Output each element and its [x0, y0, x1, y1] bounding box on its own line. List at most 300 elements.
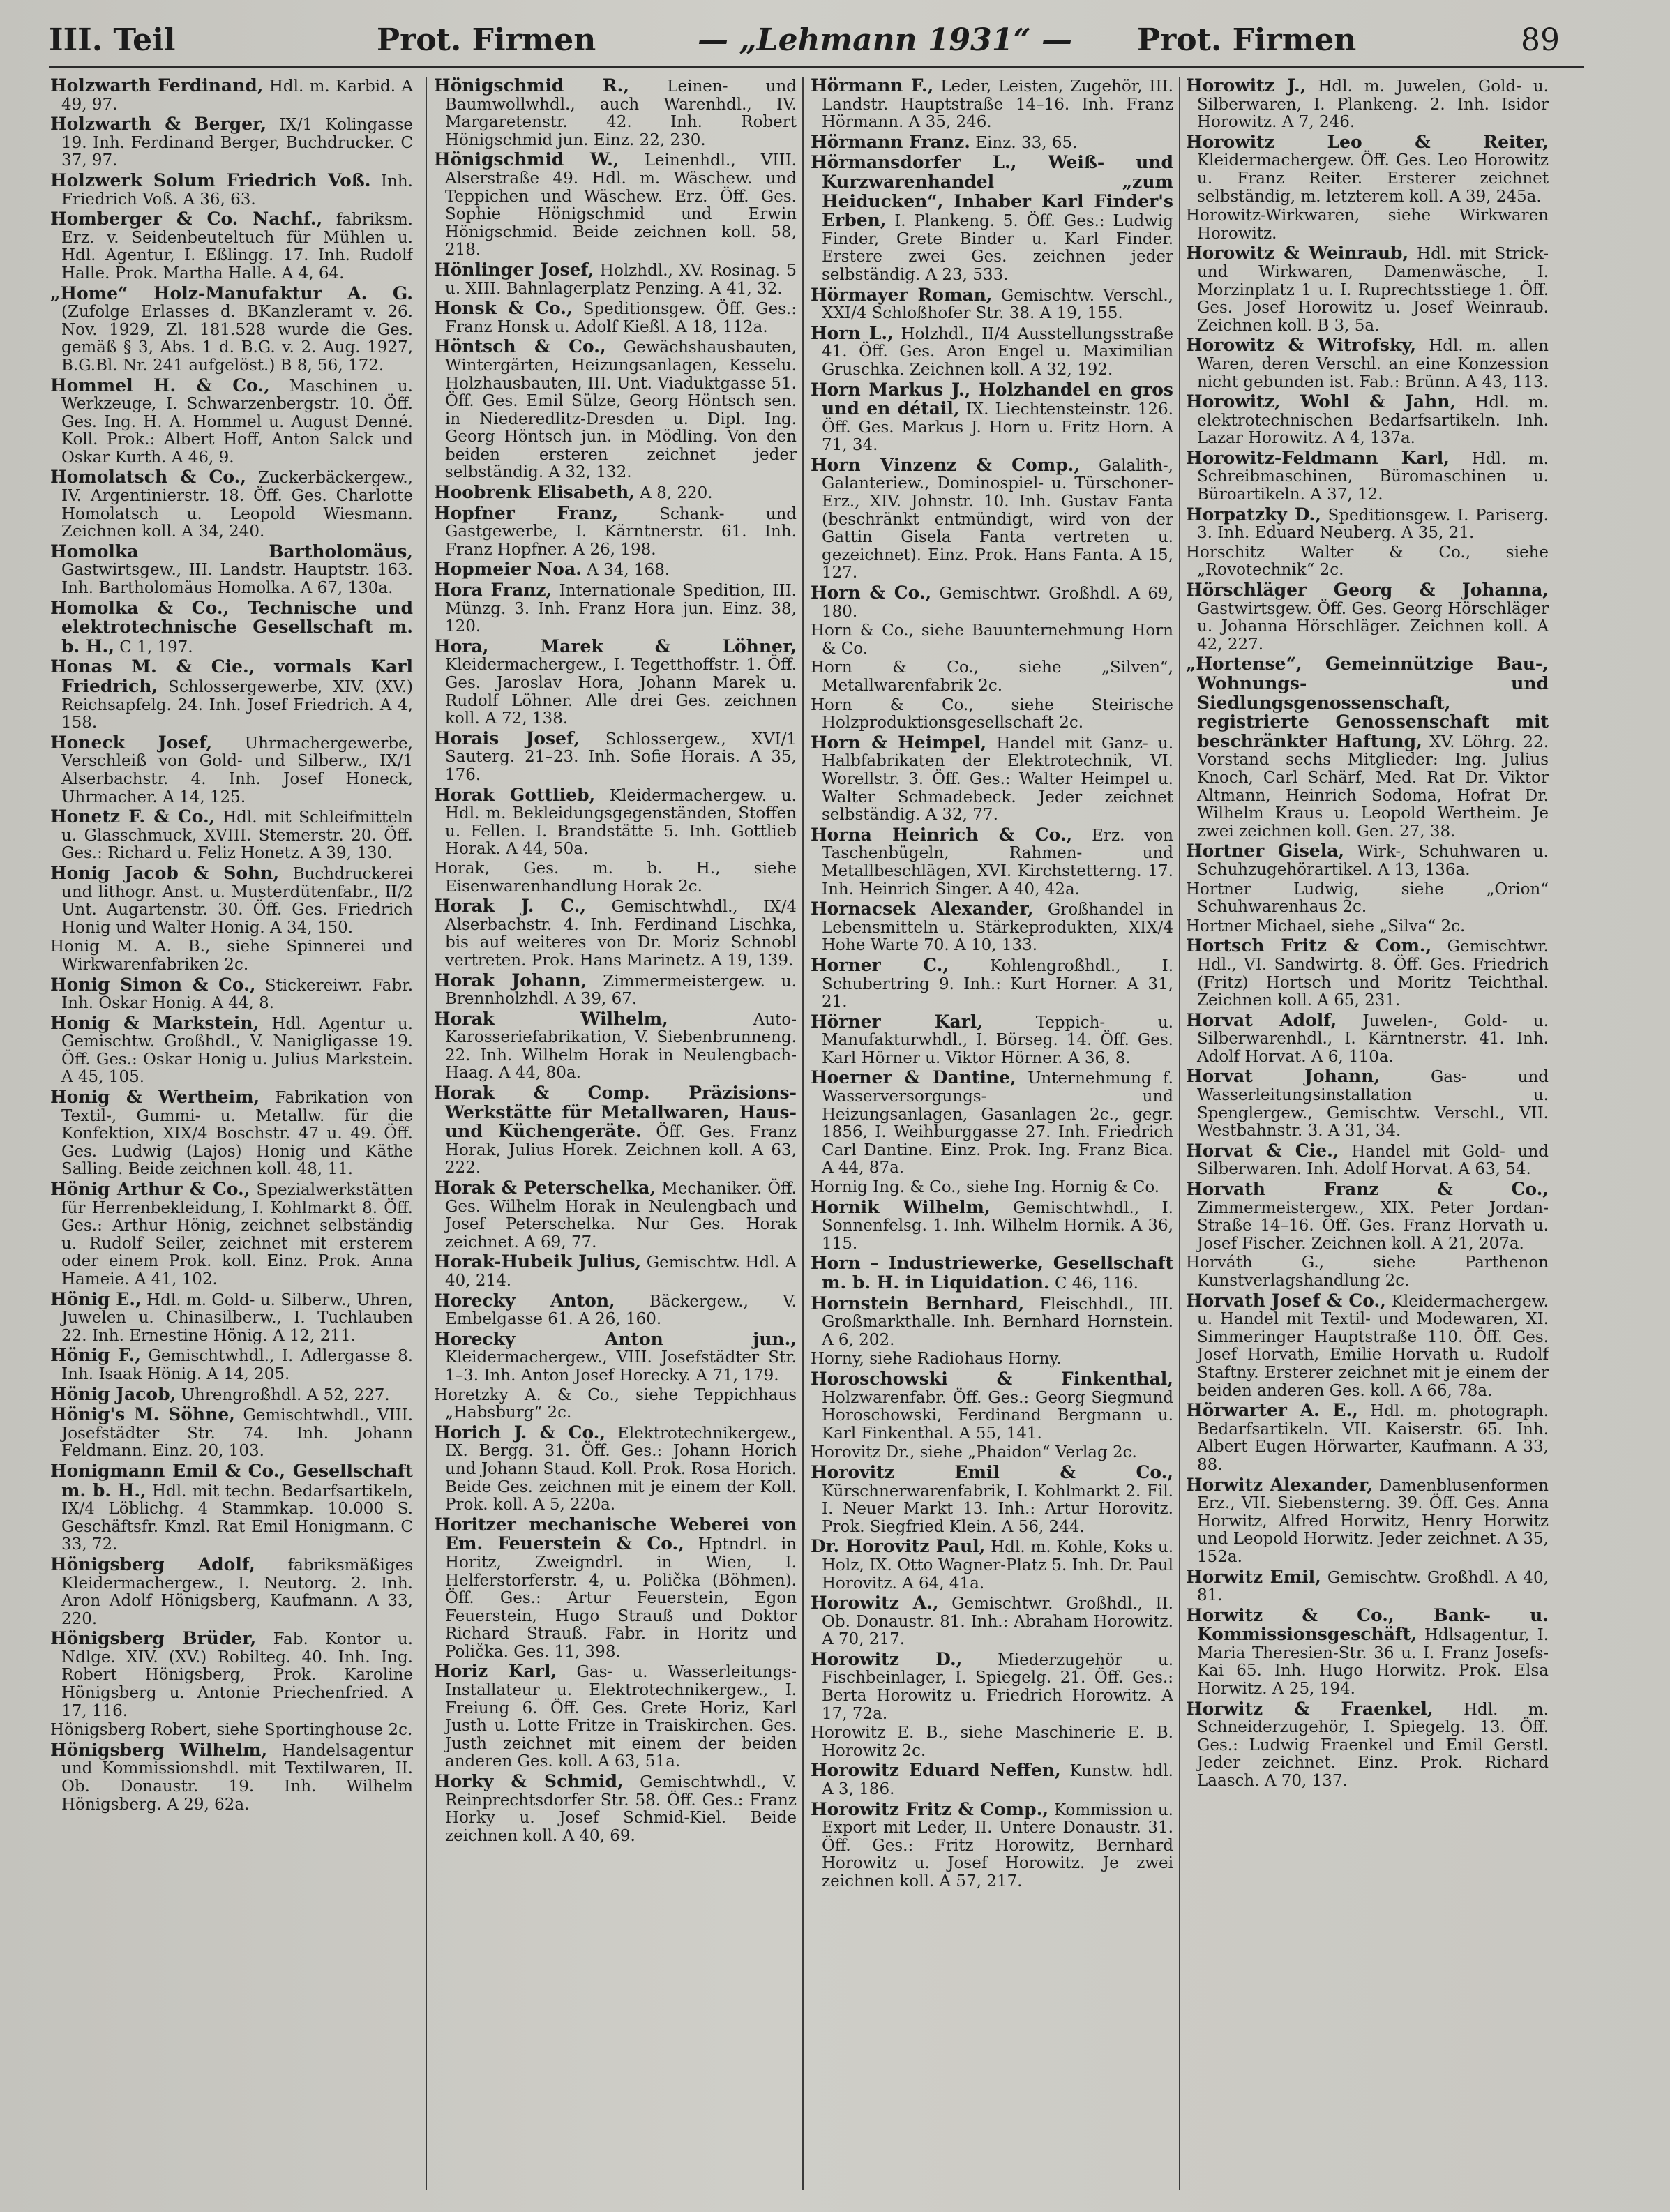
firm-name: Horowitz Leo & Reiter, [1186, 131, 1549, 152]
firm-name: Horky & Schmid, [434, 1771, 624, 1792]
firm-name: Horak & Comp. Präzisions-Werkstätte für Metallwaren, Haus- und Küchengeräte. [434, 1083, 797, 1142]
directory-entry [1186, 336, 1549, 391]
firm-name: Honeck Josef, [50, 732, 213, 753]
directory-entry [434, 338, 797, 482]
firm-name: Hopfner Franz, [434, 502, 619, 523]
entry-details: A 34, 168. [581, 561, 670, 580]
firm-name: „Home“ Holz-Manufaktur A. G. [50, 283, 413, 303]
firm-name: Horna Heinrich & Co., [811, 824, 1073, 845]
directory-entry [811, 826, 1173, 898]
entry-details: Erz. von Taschenbügeln, Rahmen- und Metallbeschlägen, XVI. Kirchstetterng. 17. Inh. Heinrich Singer. A 40, 42a. [822, 826, 1173, 898]
entry-details: Gemischtwr. Hdl., VI. Sandwirtg. 8. Öff. Ges. Friedrich (Fritz) Hortsch und Moritz Teichthal. Zeichnen koll. A 65, 231. [1197, 938, 1549, 1010]
entry-details: Honig M. A. B., siehe Spinnerei und Wirkwarenfabriken 2c. [50, 938, 413, 974]
directory-entry [1186, 133, 1549, 206]
firm-name: Horowitz Fritz & Comp., [811, 1798, 1049, 1819]
column-3 [811, 77, 1173, 2190]
entry-details: Kürschnerwarenfabrik, I. Kohlmarkt 2. Fil. I. Neuer Markt 13. Inh.: Artur Horovitz. Prok. Siegfried Klein. A 56, 244. [822, 1482, 1173, 1536]
firm-name: Horowitz Eduard Neffen, [811, 1760, 1061, 1781]
firm-name: Horiz Karl, [434, 1661, 557, 1682]
directory-entry [1186, 1292, 1549, 1401]
directory-entry [434, 730, 797, 785]
directory-entry [434, 1516, 797, 1662]
directory-entry [811, 1761, 1173, 1798]
entry-details: Horetzky A. & Co., siehe Teppichhaus „Habsburg“ 2c. [434, 1385, 797, 1422]
directory-entry [811, 133, 1173, 153]
directory-entry [434, 860, 797, 896]
directory-entry [1186, 1568, 1549, 1605]
column-divider [802, 77, 804, 2190]
entry-details: Horowitz-Wirkwaren, siehe Wirkwaren Horowitz. [1186, 206, 1549, 243]
entry-details: Fab. Kontor u. Ndlge. XIV. (XV.) Robilteg. 40. Inh. Ing. Robert Hönigsberg, Prok. Karoline Hönigsberg u. Antonie Priechenfried. A 17, 116. [61, 1630, 413, 1720]
directory-entry [811, 153, 1173, 284]
entry-details: Miederzugehör u. Fischbeinlager, I. Spiegelg. 21. Öff. Ges.: Berta Horowitz u. Friedrich Horowitz. A 17, 72a. [822, 1650, 1173, 1723]
firm-name: Horner C., [811, 954, 949, 975]
directory-entry [1186, 1604, 1549, 1699]
directory-entry [50, 1014, 413, 1087]
directory-entry [811, 1013, 1173, 1068]
firm-name: Horvat Johann, [1186, 1066, 1381, 1087]
firm-name: Höntsch & Co., [434, 336, 606, 357]
directory-entry [50, 1722, 413, 1740]
firm-name: Horvath Franz & Co., [1186, 1179, 1549, 1200]
directory-entry [1186, 506, 1549, 543]
entry-details: Handelsagentur und Kommissionshdl. mit Textilwaren, II. Ob. Donaustr. 19. Inh. Wilhelm Hönigsberg. A 29, 62a. [61, 1741, 413, 1814]
page-header [49, 15, 1584, 68]
directory-entry [50, 1180, 413, 1289]
directory-entry [811, 1650, 1173, 1723]
directory-entry [1186, 77, 1549, 132]
firm-name: Hortsch Fritz & Com., [1186, 935, 1432, 956]
directory-entry [811, 900, 1173, 955]
directory-entry [50, 172, 413, 209]
firm-name: Hörmann Franz. [811, 131, 970, 152]
firm-name: Horn Markus J., Holzhandel en gros und en détail, [811, 379, 1173, 419]
directory-entry [434, 261, 797, 298]
entry-details: Kleidermachergew., I. Tegetthoffstr. 1. Öff. Ges. Jaroslav Hora, Johann Marek u. Rudolf Löhner. Alle drei Ges. zeichnen koll. A 72, 138. [445, 656, 797, 728]
entry-details: Hdl. m. Juwelen, Gold- u. Silberwaren, I. Plankeng. 2. Inh. Isidor Horowitz. A 7, 246. [1197, 77, 1549, 132]
directory-entry [50, 377, 413, 467]
firm-name: Honig & Wertheim, [50, 1087, 260, 1108]
directory-entry [811, 324, 1173, 379]
firm-name: Homolka Bartholomäus, [50, 541, 413, 562]
firm-name: „Hortense“, Gemeinnützige Bau-, Wohnungs- und Siedlungsgenossenschaft, registrierte Genossenschaft mit beschränkter Haftung, [1186, 654, 1549, 751]
directory-entry [50, 115, 413, 170]
entry-details: Schlossergew., XVI/1 Sauterg. 21–23. Inh. Sofie Horais. A 35, 176. [445, 730, 797, 784]
directory-entry [811, 622, 1173, 658]
directory-entry [811, 1724, 1173, 1760]
entry-details: Leinen- und Baumwollwhdl., auch Warenhdl., IV. Margaretenstr. 42. Inh. Robert Hönigschmid jun. Einz. 22, 230. [445, 77, 797, 149]
directory-entry [1186, 842, 1549, 879]
entry-details: Hptndrl. in Horitz, Zweigndrl. in Wien, I. Helferstorferstr. 4, u. Polička (Böhmen). Öff. Ges.: Artur Feuerstein, Egon Feuerstein, Hugo Strauß und Doktor Richard Strauß. Fabr. in Horitz und Polička. Ges. 11, 398. [445, 1535, 797, 1661]
firm-name: Horoschowski & Finkenthal, [811, 1368, 1173, 1389]
firm-name: Horecky Anton jun., [434, 1328, 797, 1349]
firm-name: Hönig Jacob, [50, 1383, 176, 1404]
entry-details: Hdl. mit Schleifmitteln u. Glasschmuck, XVIII. Stemerstr. 20. Öff. Ges.: Richard u. Feliz Honetz. A 39, 130. [61, 808, 413, 863]
entry-details: Hdl. mit techn. Bedarfsartikeln, IX/4 Löblichg. 4 Stammkap. 10.000 S. Geschäftsfr. Kmzl. Rat Emil Honigmann. C 33, 72. [61, 1482, 413, 1554]
directory-entry [811, 286, 1173, 323]
entry-details: Gemischtw. Hdl. A 40, 214. [445, 1254, 797, 1290]
column-1 [50, 77, 413, 2190]
firm-name: Hora, Marek & Löhner, [434, 635, 797, 656]
directory-entry [811, 1594, 1173, 1649]
firm-name: Horowitz & Witrofsky, [1186, 335, 1417, 356]
firm-name: Hönigschmid R., [434, 77, 630, 96]
directory-entry [811, 77, 1173, 132]
firm-name: Hörmann F., [811, 77, 934, 96]
directory-entry [434, 1330, 797, 1385]
firm-name: Horak & Peterschelka, [434, 1178, 656, 1198]
directory-entry [434, 560, 797, 580]
directory-entry [434, 483, 797, 503]
directory-entry [434, 1773, 797, 1845]
firm-name: Horowitz & Weinraub, [1186, 243, 1409, 264]
entry-details: fabriksmäßiges Kleidermachergew., I. Neutorg. 2. Inh. Aron Adolf Hönigsberg, Kaufmann. A 33, 220. [61, 1556, 413, 1628]
directory-entry [1186, 1700, 1549, 1791]
firm-name: Hönigschmid W., [434, 149, 619, 170]
entry-details: Horváth G., siehe Parthenon Kunstverlagshandlung 2c. [1186, 1254, 1549, 1290]
entry-details: Uhrengroßhdl. A 52, 227. [176, 1385, 390, 1404]
directory-entry [1186, 1476, 1549, 1567]
directory-entry [434, 1387, 797, 1422]
entry-details: Hdl. m. allen Waren, deren Verschl. an eine Konzession nicht gebunden ist. Fab.: Brünn. A 43, 113. [1197, 337, 1549, 391]
directory-entry [50, 1346, 413, 1383]
firm-name: Honas M. & Cie., vormals Karl Friedrich, [50, 656, 413, 696]
directory-entry [1186, 393, 1549, 448]
firm-name: Honig Simon & Co., [50, 974, 256, 995]
firm-name: Hönigsberg Adolf, [50, 1553, 255, 1574]
entry-details: Inh. Friedrich Voß. A 36, 63. [61, 172, 413, 209]
entry-details: C 46, 116. [1049, 1274, 1138, 1293]
firm-name: Holzwerk Solum Friedrich Voß. [50, 170, 371, 190]
entry-details: Horak, Ges. m. b. H., siehe Eisenwarenhandlung Horak 2c. [434, 859, 797, 896]
entry-details: Kunstw. hdl. A 3, 186. [822, 1762, 1173, 1799]
firm-name: Hönigsberg Brüder, [50, 1628, 257, 1649]
firm-name: Homberger & Co. Nachf., [50, 209, 323, 230]
entry-details: Gemischtwhdl., VIII. Josefstädter Str. 74. Inh. Johann Feldmann. Einz. 20, 103. [61, 1406, 413, 1461]
entry-details: Wirk-, Schuhwaren u. Schuhzugehörartikel. A 13, 136a. [1197, 843, 1549, 879]
firm-name: Hornstein Bernhard, [811, 1293, 1025, 1314]
firm-name: Horowitz, Wohl & Jahn, [1186, 391, 1457, 412]
directory-entry [811, 1800, 1173, 1891]
section-label: III. Teil [49, 22, 176, 58]
firm-name: Hönlinger Josef, [434, 259, 594, 280]
directory-entry [811, 381, 1173, 455]
firm-name: Hommel H. & Co., [50, 375, 270, 396]
directory-entry [434, 1424, 797, 1514]
entry-details: XV. Löhrg. 22. Vorstand sechs Mitglieder: Ing. Julius Knoch, Carl Schärf, Med. Rat Dr. Viktor Altmann, Heinrich Sodoma, Hofrat Dr. Wilhelm Kraus u. Leopold Wertheim. Je zwei zeichnen koll. Gen. 27, 38. [1197, 732, 1549, 841]
firm-name: Horvat Adolf, [1186, 1009, 1337, 1030]
entry-details: Fabrikation von Textil-, Gummi- u. Metallw. für die Konfektion, XIX/4 Boschstr. 47 u. 49. Öff. Ges. Ludwig (Lajos) Honig und Käthe Salling. Beide zeichnen koll. 48, 11. [61, 1089, 413, 1179]
directory-entry [50, 1462, 413, 1554]
firm-name: Horwitz Alexander, [1186, 1474, 1374, 1495]
entry-details: (Zufolge Erlasses d. BKanzleramt v. 26. Nov. 1929, Zl. 181.528 wurde die Ges. gemäß § 3, Abs. 1 d. B.G. v. 2. Aug. 1927, B.G.Bl. Nr. 241 aufgelöst.) B 8, 56, 172. [61, 303, 413, 375]
firm-name: Hönig E., [50, 1288, 142, 1309]
directory-entry [50, 543, 413, 598]
column-4 [1186, 77, 1549, 2190]
directory-entry [50, 734, 413, 806]
entry-details: Maschinen u. Werkzeuge, I. Schwarzenbergstr. 10. Öff. Ges. Ing. H. A. Hommel u. August Denné. Koll. Prok.: Albert Hoff, Anton Salck und Oskar Kurth. A 46, 9. [61, 377, 413, 467]
directory-entry [434, 1662, 797, 1771]
entry-details: Hdlsagentur, I. Maria Theresien-Str. 36 u. I. Franz Josefs-Kai 65. Inh. Hugo Horwitz. Prok. Elsa Horwitz. A 25, 194. [1197, 1626, 1549, 1699]
directory-entry [1186, 1067, 1549, 1140]
firm-name: Horak Johann, [434, 970, 587, 991]
header-left-title: Prot. Firmen [377, 22, 596, 58]
directory-entry [1186, 1142, 1549, 1179]
entry-details: Stickereiwr. Fabr. Inh. Oskar Honig. A 44, 8. [61, 976, 413, 1013]
header-center-title: — „Lehmann 1931“ — [698, 22, 1073, 58]
firm-name: Holzwarth & Berger, [50, 114, 267, 135]
directory-entry [434, 151, 797, 259]
entry-details: Uhrmachergewerbe, Verschleiß von Gold- und Silberw., IX/1 Alserbachstr. 4. Inh. Josef Honeck, Uhrmacher. A 14, 125. [61, 734, 413, 806]
entry-details: Galalith-, Galanteriew., Dominospiel- u. Türschoner-Erz., XIV. Johnstr. 10. Inh. Gustav Fanta (beschränkt entmündigt, wird von der Gattin Gisela Fanta vertreten u. gezeichnet). Einz. Prok. Hans Fanta. A 15, 127. [822, 456, 1173, 582]
entry-details: Damenblusenformen Erz., VII. Siebensterng. 39. Öff. Ges. Anna Horwitz, Alfred Horwitz, Henry Horwitz und Leopold Horwitz. Jeder zeichnet. A 35, 152a. [1197, 1476, 1549, 1566]
directory-entry [50, 599, 413, 657]
directory-entry [434, 972, 797, 1009]
directory-entry [1186, 207, 1549, 243]
entry-details: Holzhdl., XV. Rosinag. 5 u. XIII. Bahnlagerplatz Penzing. A 41, 32. [445, 261, 797, 298]
directory-entry [434, 786, 797, 859]
directory-entry [434, 1179, 797, 1251]
entry-details: Gewächshausbauten, Wintergärten, Heizungsanlagen, Kesselu. Holzhausbauten, III. Unt. Viaduktgasse 51. Öff. Ges. Emil Sülze, Georg Höntsch sen. in Niederedlitz-Dresden u. Dipl. Ing. Georg Höntsch jun. in Mödling. Von den beiden ersteren zeichnet jeder selbständig. A 32, 132. [445, 338, 797, 482]
firm-name: Hörschläger Georg & Johanna, [1186, 580, 1549, 601]
entry-details: Leder, Leisten, Zugehör, III. Landstr. Hauptstraße 14–16. Inh. Franz Hörmann. A 35, 246. [822, 77, 1173, 132]
entry-details: Zimmermeistergew., XIX. Peter Jordan-Straße 14–16. Öff. Ges. Franz Horvath u. Josef Fischer. Zeichnen koll. A 21, 207a. [1197, 1198, 1549, 1253]
entry-details: Handel mit Ganz- u. Halbfabrikaten der Elektrotechnik, VI. Worellstr. 3. Öff. Ges.: Walter Heimpel u. Walter Schmadebeck. Jeder zeichnet selbständig. A 32, 77. [822, 734, 1173, 825]
entry-details: Holzwarenfabr. Öff. Ges.: Georg Siegmund Horoschowski, Ferdinand Bergmann u. Karl Finkenthal. A 55, 141. [822, 1388, 1173, 1443]
firm-name: Horn – Industriewerke, Gesellschaft m. b. H. in Liquidation. [811, 1253, 1173, 1293]
firm-name: Hörwarter A. E., [1186, 1400, 1358, 1421]
firm-name: Horecky Anton, [434, 1290, 615, 1311]
directory-entry [1186, 544, 1549, 580]
entry-details: Horovitz Dr., siehe „Phaidon“ Verlag 2c. [811, 1443, 1137, 1462]
entry-details: Gastwirtsgew. Öff. Ges. Georg Hörschläger u. Johanna Hörschläger. Zeichnen koll. A 42, 227. [1197, 599, 1549, 654]
entry-details: Speditionsgew. I. Pariserg. 3. Inh. Eduard Neuberg. A 35, 21. [1197, 506, 1549, 543]
firm-name: Honig Jacob & Sohn, [50, 862, 280, 883]
directory-entry [434, 504, 797, 559]
firm-name: Horais Josef, [434, 728, 580, 748]
firm-name: Horowitz A., [811, 1593, 939, 1613]
column-divider [426, 77, 427, 2190]
directory-entry [1186, 244, 1549, 335]
entry-details: Hortner Ludwig, siehe „Orion“ Schuhwarenhaus 2c. [1186, 880, 1549, 917]
directory-entry [50, 808, 413, 863]
directory-entry [50, 1406, 413, 1461]
firm-name: Hoerner & Dantine, [811, 1067, 1016, 1088]
firm-name: Horak Gottlieb, [434, 784, 596, 805]
entry-details: Gas- und Wasserleitungsinstallation u. Spenglergew., Gemischtw. Verschl., VII. Westbahnstr. 3. A 31, 34. [1197, 1068, 1549, 1141]
firm-name: Hora Franz, [434, 580, 552, 601]
entry-details: Hdl. Agentur u. Gemischtw. Großhdl., V. Nanigligasse 19. Öff. Ges.: Oskar Honig u. Julius Markstein. A 45, 105. [61, 1014, 413, 1087]
firm-name: Horn L., [811, 322, 894, 343]
directory-entry [50, 1553, 413, 1628]
directory-entry [811, 584, 1173, 621]
entry-details: Schlossergewerbe, XIV. (XV.) Reichsapfelg. 24. Inh. Josef Friedrich. A 4, 158. [61, 678, 413, 732]
entry-details: Hönigsberg Robert, siehe Sportinghouse 2c. [50, 1721, 413, 1740]
directory-entry [1186, 581, 1549, 654]
directory-entry [1186, 1180, 1549, 1253]
entry-details: Hdl. m. elektrotechnischen Bedarfsartikeln. Inh. Lazar Horowitz. A 4, 137a. [1197, 393, 1549, 448]
entry-details: Bäckergew., V. Embelgasse 61. A 26, 160. [445, 1292, 797, 1329]
firm-name: Horn & Heimpel, [811, 732, 987, 753]
entry-details: Horschitz Walter & Co., siehe „Rovotechnik“ 2c. [1186, 543, 1549, 580]
firm-name: Horak J. C., [434, 896, 587, 917]
firm-name: Holzwarth Ferdinand, [50, 77, 264, 96]
entry-details: Gemischtw. Großhdl. A 40, 81. [1197, 1568, 1549, 1605]
entry-details: Gemischtwhdl., V. Reinprechtsdorfer Str. 58. Öff. Ges.: Franz Horky u. Josef Schmid-Kiel. Beide zeichnen koll. A 40, 69. [445, 1773, 797, 1845]
directory-entry [811, 697, 1173, 732]
entry-details: Juwelen-, Gold- u. Silberwarenhdl., I. Kärntnerstr. 41. Inh. Adolf Horvat. A 6, 110a. [1197, 1011, 1549, 1066]
entry-details: Horn & Co., siehe „Silven“, Metallwarenfabrik 2c. [811, 659, 1173, 695]
directory-entry [434, 1292, 797, 1329]
entry-details: Auto-Karosseriefabrikation, V. Siebenbrunneng. 22. Inh. Wilhelm Horak in Neulengbach-Haag. A 44, 80a. [445, 1010, 797, 1083]
entry-details: Teppich- u. Manufakturwhdl., I. Börseg. 14. Öff. Ges. Karl Hörner u. Viktor Hörner. A 36, 8. [822, 1013, 1173, 1067]
directory-entry [50, 658, 413, 732]
entry-details: Gastwirtsgew., III. Landstr. Hauptstr. 163. Inh. Bartholomäus Homolka. A 67, 130a. [61, 561, 413, 598]
entry-details: Zimmermeistergew. u. Brennholzhdl. A 39, 67. [445, 972, 797, 1009]
firm-name: Horwitz & Fraenkel, [1186, 1698, 1434, 1719]
entry-details: Großhandel in Lebensmitteln u. Stärkeprodukten, XIX/4 Hohe Warte 70. A 10, 133. [822, 901, 1173, 955]
entry-details: Gemischtwhdl., I. Adlergasse 8. Inh. Isaak Hönig. A 14, 205. [61, 1347, 413, 1383]
firm-name: Horich J. & Co., [434, 1422, 606, 1443]
entry-details: Horn & Co., siehe Steirische Holzproduktionsgesellschaft 2c. [811, 695, 1173, 732]
directory-entry [50, 1288, 413, 1346]
firm-name: Hopmeier Noa. [434, 559, 582, 580]
entry-details: Elektrotechnikergew., IX. Bergg. 31. Öff. Ges.: Johann Horich und Johann Staud. Koll. Prok. Rosa Horich. Beide Ges. zeichnen mit je einem der Koll. Prok. koll. A 5, 220a. [445, 1424, 797, 1514]
entry-details: Gemischtwhdl., I. Sonnenfelsg. 1. Inh. Wilhelm Hornik. A 36, 115. [822, 1198, 1173, 1253]
page-number: 89 [1521, 22, 1560, 58]
firm-name: Horak Wilhelm, [434, 1008, 668, 1029]
entry-details: Kleidermachergew. u. Hdl. m. Bekleidungsgegenständen, Stoffen u. Fellen. I. Brandstätte 5. Inh. Gottlieb Horak. A 44, 50a. [445, 786, 797, 859]
entry-details: Einz. 33, 65. [970, 133, 1078, 152]
firm-name: Homolka & Co., Technische und elektrotechnische Gesellschaft m. b. H., [50, 597, 413, 656]
firm-name: Horvat & Cie., [1186, 1140, 1339, 1161]
firm-name: Hönig's M. Söhne, [50, 1404, 235, 1425]
directory-entry [1186, 881, 1549, 917]
directory-entry [434, 1253, 797, 1290]
firm-name: Homolatsch & Co., [50, 467, 247, 488]
entry-details: Gemischtwhdl., IX/4 Alserbachstr. 4. Inh. Ferdinand Lischka, bis auf weiteres von Dr. Moriz Schnobl vertreten. Prok. Hans Marinetz. A 19, 139. [445, 898, 797, 970]
firm-name: Honigmann Emil & Co., Gesellschaft m. b. H., [50, 1460, 413, 1500]
entry-details: C 1, 197. [114, 638, 193, 656]
column-divider [1179, 77, 1180, 2190]
directory-entry [1186, 1011, 1549, 1067]
directory-entry [434, 635, 797, 728]
firm-name: Horitzer mechanische Weberei von Em. Feuerstein & Co., [434, 1514, 797, 1554]
directory-entry [50, 77, 413, 114]
directory-entry [811, 1444, 1173, 1462]
directory-entry [1186, 1254, 1549, 1290]
directory-entry [1186, 918, 1549, 936]
firm-name: Horovitz Emil & Co., [811, 1461, 1173, 1482]
firm-name: Horowitz-Feldmann Karl, [1186, 447, 1450, 468]
entry-details: Gemischtwr. Großhdl. A 69, 180. [822, 585, 1173, 621]
directory-entry [50, 938, 413, 974]
entry-details: Kleidermachergew., VIII. Josefstädter Str. 1–3. Inh. Anton Josef Horecky. A 71, 179. [445, 1348, 797, 1385]
firm-name: Hornik Wilhelm, [811, 1196, 991, 1217]
entry-details: Hdl. m. Schreibmaschinen, Büromaschinen u. Büroartikeln. A 37, 12. [1197, 449, 1549, 504]
firm-name: Horowitz J., [1186, 77, 1307, 96]
entry-details: Schank- und Gastgewerbe, I. Kärntnerstr. 61. Inh. Franz Hopfner. A 26, 198. [445, 504, 797, 559]
entry-details: Kleidermachergew. u. Handel mit Textil- und Modewaren, XI. Simmeringer Hauptstraße 110. Öff. Ges. Josef Horvath, Emilie Horvath u. Rudolf Staftny. Ersterer zeichnet mit je einem der beiden anderen Ges. koll. A 66, 78a. [1197, 1292, 1549, 1400]
directory-entry [811, 1370, 1173, 1443]
entry-details: Kohlengroßhdl., I. Schubertring 9. Inh.: Kurt Horner. A 31, 21. [822, 956, 1173, 1011]
entry-details: fabriksm. Erz. v. Seidenbeuteltuch für Mühlen u. Hdl. Agentur, I. Eßlingg. 17. Inh. Rudolf Halle. Prok. Martha Halle. A 4, 64. [61, 211, 413, 283]
firm-name: Horowitz D., [811, 1648, 963, 1669]
firm-name: Hönig F., [50, 1345, 141, 1366]
directory-entry [1186, 655, 1549, 841]
firm-name: Hörmansdorfer L., Weiß- und Kurzwarenhandel „zum Heiducken“, Inhaber Karl Finder's Erben, [811, 152, 1173, 231]
firm-name: Hörner Karl, [811, 1011, 984, 1032]
firm-name: Honetz F. & Co., [50, 806, 216, 827]
directory-entry [50, 1741, 413, 1814]
directory-entry [811, 456, 1173, 582]
entry-details: A 8, 220. [634, 484, 713, 503]
directory-entry [1186, 937, 1549, 1009]
firm-name: Horpatzky D., [1186, 504, 1321, 525]
directory-entry [811, 659, 1173, 695]
entry-details: Fleischhdl., III. Großmarkthalle. Inh. Bernhard Hornstein. A 6, 202. [822, 1295, 1173, 1349]
entry-details: Internationale Spedition, III. Münzg. 3. Inh. Franz Hora jun. Einz. 38, 120. [445, 582, 797, 636]
directory-entry [50, 468, 413, 541]
column-2 [434, 77, 797, 2190]
entry-details: Hdl. m. Karbid. A 49, 97. [61, 77, 413, 114]
firm-name: Dr. Horovitz Paul, [811, 1536, 986, 1557]
header-right-title: Prot. Firmen [1137, 22, 1357, 58]
firm-name: Horvath Josef & Co., [1186, 1290, 1386, 1311]
directory-entry [434, 897, 797, 970]
directory-entry [434, 299, 797, 336]
directory-entry [50, 1088, 413, 1179]
firm-name: Horak-Hubeik Julius, [434, 1251, 642, 1272]
entry-details: IX/1 Kolingasse 19. Inh. Ferdinand Berger, Buchdrucker. C 37, 97. [61, 116, 413, 170]
directory-entry [811, 1198, 1173, 1254]
directory-entry [50, 210, 413, 283]
firm-name: Hörmayer Roman, [811, 284, 993, 305]
entry-details: Leinenhdl., VIII. Alserstraße 49. Hdl. m. Wäschew. und Teppichen und Wäschew. Erz. Öff. Ges. Sophie Hönigschmid und Erwin Hönigschmid. Beide zeichnen koll. 58, 218. [445, 151, 797, 259]
directory-entry [434, 581, 797, 636]
directory-entry [811, 1350, 1173, 1369]
entry-details: Öff. Ges. Franz Horak, Julius Horek. Zeichnen koll. A 63, 222. [445, 1123, 797, 1178]
firm-name: Hortner Gisela, [1186, 841, 1345, 862]
entry-details: Hdl. m. photograph. Bedarfsartikeln. VII. Kaiserstr. 65. Inh. Albert Eugen Hörwarter, Kaufmann. A 33, 88. [1197, 1402, 1549, 1474]
firm-name: Horwitz & Co., Bank- u. Kommissionsgeschäft, [1186, 1604, 1549, 1645]
directory-entry [811, 1537, 1173, 1593]
directory-entry [50, 1630, 413, 1720]
entry-details: IX. Liechtensteinstr. 126. Öff. Ges. Markus J. Horn u. Fritz Horn. A 71, 34. [822, 400, 1173, 455]
directory-entry [1186, 1401, 1549, 1474]
entry-details: Kleidermachergew. Öff. Ges. Leo Horowitz u. Franz Reiter. Ersterer zeichnet selbständig, m. letzterem koll. A 39, 245a. [1197, 151, 1549, 206]
entry-details: Horny, siehe Radiohaus Horny. [811, 1350, 1062, 1369]
firm-name: Hönigsberg Wilhelm, [50, 1739, 268, 1760]
directory-entry [434, 1010, 797, 1083]
directory-entry [811, 734, 1173, 825]
firm-name: Horn & Co., [811, 582, 932, 603]
directory-entry [811, 1069, 1173, 1178]
entry-details: Hornig Ing. & Co., siehe Ing. Hornig & Co. [811, 1178, 1160, 1197]
entry-details: Hortner Michael, siehe „Silva“ 2c. [1186, 917, 1466, 935]
entry-details: Hdl. m. Schneiderzugehör, I. Spiegelg. 13. Öff. Ges.: Ludwig Fraenkel und Emil Gerstl. Jeder zeichnet. Einz. Prok. Richard Laasch. A 70, 137. [1197, 1700, 1549, 1791]
entry-details: Kommission u. Export mit Leder, II. Untere Donaustr. 31. Öff. Ges.: Fritz Horowitz, Bernhard Horowitz u. Josef Horowitz. Je zwei zeichnen koll. A 57, 217. [822, 1800, 1173, 1890]
entry-details: Hdl. m. Kohle, Koks u. Holz, IX. Otto Wagner-Platz 5. Inh. Dr. Paul Horovitz. A 64, 41a. [822, 1538, 1173, 1593]
firm-name: Horwitz Emil, [1186, 1566, 1321, 1587]
entry-details: Horn & Co., siehe Bauunternehmung Horn & Co. [811, 622, 1173, 658]
directory-entry [1186, 449, 1549, 504]
directory-entry [50, 976, 413, 1013]
entry-details: Mechaniker. Öff. Ges. Wilhelm Horak in Neulengbach und Josef Peterschelka. Nur Ges. Horak zeichnet. A 69, 77. [445, 1180, 797, 1251]
entry-details: Holzhdl., II/4 Ausstellungsstraße 41. Öff. Ges. Aron Engel u. Maximilian Gruschka. Zeichnen koll. A 32, 192. [822, 324, 1173, 379]
entry-details: Speditionsgew. Öff. Ges.: Franz Honsk u. Adolf Kießl. A 18, 112a. [445, 300, 797, 336]
directory-entry [50, 1385, 413, 1405]
